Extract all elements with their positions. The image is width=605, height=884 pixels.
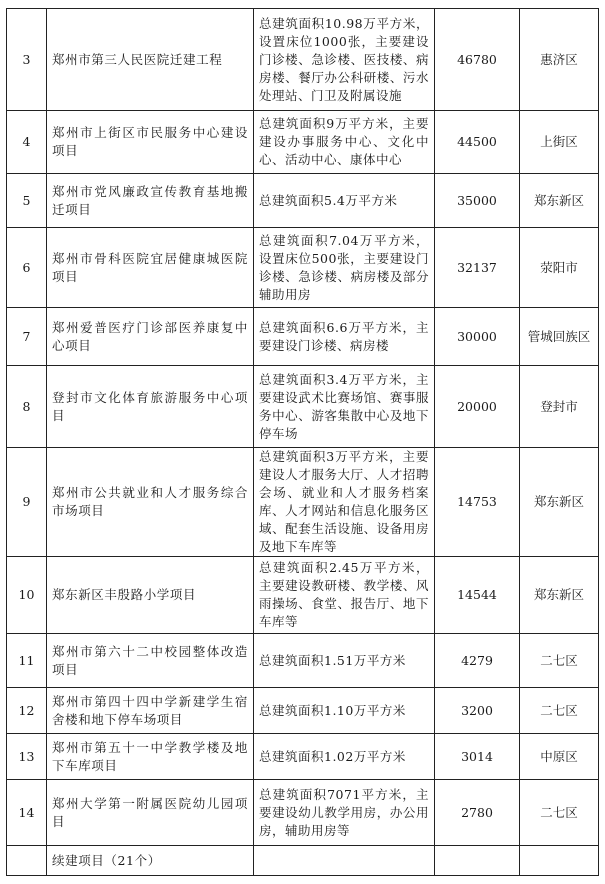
total-investment: 32137: [435, 228, 520, 308]
district: 郑东新区: [520, 174, 599, 228]
construction-content: 总建筑面积1.10万平方米: [254, 688, 435, 734]
row-number-empty: [7, 846, 47, 876]
district: 荥阳市: [520, 228, 599, 308]
project-table: [6, 8, 599, 876]
construction-content: 总建筑面积10.98万平方米，设置床位1000张，主要建设门诊楼、急诊楼、医技楼、病房楼、餐厅办公科研楼、污水处理站、门卫及附属设施: [254, 9, 435, 111]
district: 郑东新区: [520, 448, 599, 557]
section-row: [7, 846, 599, 876]
total-investment: 44500: [435, 111, 520, 174]
table-row: [7, 557, 599, 634]
project-name: 郑州市骨科医院宜居健康城医院项目: [47, 228, 254, 308]
empty-cell: [520, 846, 599, 876]
construction-content: 总建筑面积1.51万平方米: [254, 634, 435, 688]
row-number: 9: [7, 448, 47, 557]
district: 登封市: [520, 366, 599, 448]
construction-content: 总建筑面积6.6万平方米，主要建设门诊楼、病房楼: [254, 308, 435, 366]
row-number: 6: [7, 228, 47, 308]
row-number: 14: [7, 780, 47, 846]
construction-content: 总建筑面积9万平方米，主要建设办事服务中心、文化中心、活动中心、康体中心: [254, 111, 435, 174]
project-name: 登封市文化体育旅游服务中心项目: [47, 366, 254, 448]
project-name: 郑州市第三人民医院迁建工程: [47, 9, 254, 111]
district: 二七区: [520, 634, 599, 688]
project-name: 郑州大学第一附属医院幼儿园项目: [47, 780, 254, 846]
empty-cell: [435, 846, 520, 876]
total-investment: 14544: [435, 557, 520, 634]
total-investment: 3200: [435, 688, 520, 734]
district: 管城回族区: [520, 308, 599, 366]
total-investment: 46780: [435, 9, 520, 111]
table-row: [7, 634, 599, 688]
district: 中原区: [520, 734, 599, 780]
construction-content: 总建筑面积5.4万平方米: [254, 174, 435, 228]
project-name: 郑州爱普医疗门诊部医养康复中心项目: [47, 308, 254, 366]
project-name: 郑州市第六十二中校园整体改造项目: [47, 634, 254, 688]
row-number: 5: [7, 174, 47, 228]
empty-cell: [254, 846, 435, 876]
row-number: 12: [7, 688, 47, 734]
project-name: 郑州市公共就业和人才服务综合市场项目: [47, 448, 254, 557]
row-number: 13: [7, 734, 47, 780]
row-number: 8: [7, 366, 47, 448]
project-name: 郑州市上街区市民服务中心建设项目: [47, 111, 254, 174]
row-number: 3: [7, 9, 47, 111]
district: 二七区: [520, 780, 599, 846]
district: 上街区: [520, 111, 599, 174]
table-row: [7, 174, 599, 228]
row-number: 4: [7, 111, 47, 174]
total-investment: 20000: [435, 366, 520, 448]
project-name: 郑州市党风廉政宣传教育基地搬迁项目: [47, 174, 254, 228]
section-label: 续建项目（21个）: [47, 846, 254, 876]
total-investment: 14753: [435, 448, 520, 557]
construction-content: 总建筑面积7071平方米，主要建设幼儿教学用房，办公用房，辅助用房等: [254, 780, 435, 846]
table-row: [7, 308, 599, 366]
total-investment: 3014: [435, 734, 520, 780]
table-row: [7, 734, 599, 780]
district: 惠济区: [520, 9, 599, 111]
total-investment: 35000: [435, 174, 520, 228]
table-row: [7, 366, 599, 448]
total-investment: 30000: [435, 308, 520, 366]
construction-content: 总建筑面积3.4万平方米，主要建设武术比赛场馆、赛事服务中心、游客集散中心及地下停车场: [254, 366, 435, 448]
district: 郑东新区: [520, 557, 599, 634]
table-row: [7, 9, 599, 111]
district: 二七区: [520, 688, 599, 734]
construction-content: 总建筑面积2.45万平方米，主要建设教研楼、教学楼、风雨操场、食堂、报告厅、地下车库等: [254, 557, 435, 634]
table-row: [7, 780, 599, 846]
table-row: [7, 111, 599, 174]
total-investment: 2780: [435, 780, 520, 846]
row-number: 10: [7, 557, 47, 634]
construction-content: 总建筑面积3万平方米，主要建设人才服务大厅、人才招聘会场、就业和人才服务档案库、人才网站和信息化服务区域、配套生活设施、设备用房及地下车库等: [254, 448, 435, 557]
total-investment: 4279: [435, 634, 520, 688]
row-number: 11: [7, 634, 47, 688]
project-name: 郑东新区丰殷路小学项目: [47, 557, 254, 634]
project-name: 郑州市第五十一中学教学楼及地下车库项目: [47, 734, 254, 780]
row-number: 7: [7, 308, 47, 366]
table-row: [7, 228, 599, 308]
project-name: 郑州市第四十四中学新建学生宿舍楼和地下停车场项目: [47, 688, 254, 734]
table-row: [7, 688, 599, 734]
construction-content: 总建筑面积1.02万平方米: [254, 734, 435, 780]
construction-content: 总建筑面积7.04万平方米，设置床位500张，主要建设门诊楼、急诊楼、病房楼及部分辅助用房: [254, 228, 435, 308]
table-row: [7, 448, 599, 557]
